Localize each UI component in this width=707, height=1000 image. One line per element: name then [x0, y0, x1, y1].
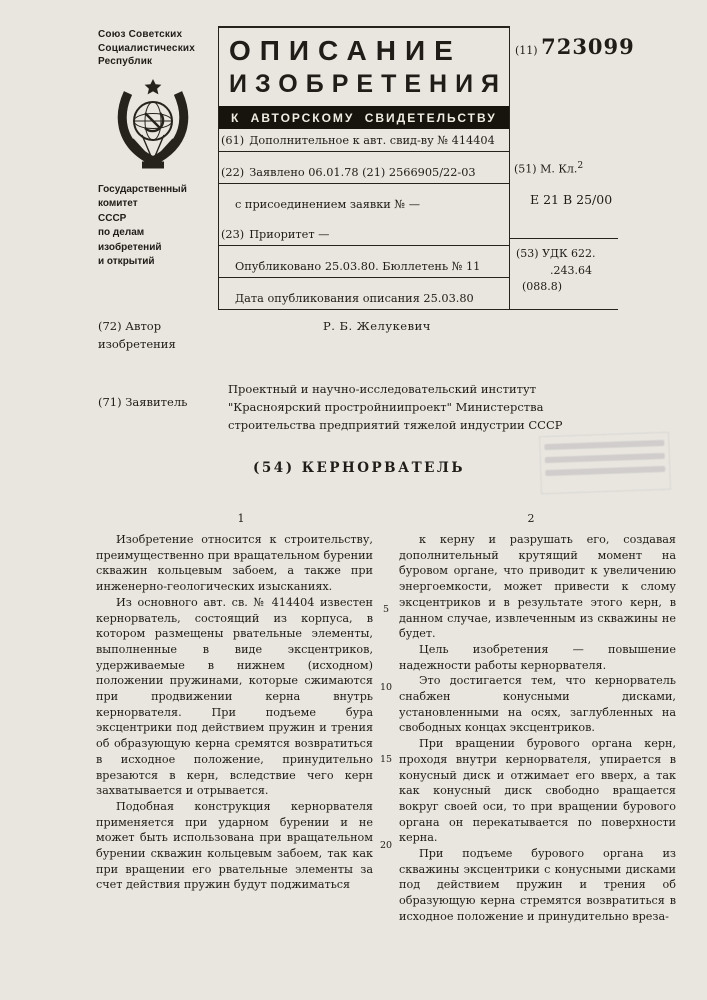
paragraph: Это достигается тем, что кернорватель снабжен конусными дисками, установленными на осях, заглубленных на свободных концах эксцентриков. — [399, 674, 676, 735]
committee-line: СССР — [98, 212, 127, 224]
applicant-line: "Красноярский простройниипроект" Министерства — [228, 400, 544, 415]
field-text: Заявлено 06.01.78 (21) 2566905/22-03 — [249, 165, 476, 179]
bibliographic-fields — [219, 129, 509, 309]
applicant-line: Проектный и научно-исследовательский институт — [228, 381, 537, 396]
field-code: (61) — [221, 134, 245, 147]
paragraph: Подобная конструкция кернорвателя применяется при ударном бурении и не может быть использована при вращательном бурении скважин кольцевым забоем, так как при вращении его рвательные элементы за счет действия пружин будут поджиматься — [96, 799, 373, 892]
document-header — [98, 26, 635, 310]
line-marker-20: 20 — [379, 840, 393, 851]
column-2-number: 2 — [527, 512, 535, 525]
column-2 — [399, 532, 676, 925]
committee-line: и открытий — [98, 256, 155, 267]
invention-title: (54) КЕРНОРВАТЕЛЬ — [253, 460, 465, 476]
title-word-opisanie: ОПИСАНИЕ — [229, 35, 462, 66]
committee-line: по делам изобретений — [98, 227, 162, 253]
field-row-description-date — [219, 287, 509, 309]
union-name-line: Социалистических — [98, 42, 196, 54]
udk-value-line: .243.64 — [550, 263, 592, 277]
ussr-coat-of-arms-icon — [111, 77, 195, 173]
union-name-line: Союз Советских — [98, 29, 183, 40]
committee-name — [98, 183, 208, 270]
classification-divider — [510, 238, 618, 239]
applicant-line: строительства предприятий тяжелой индустрии СССР — [228, 418, 563, 433]
field-row-23 — [219, 223, 509, 246]
publication-number-code: (11) — [515, 44, 538, 57]
author-name: Р. Б. Желукевич — [323, 319, 431, 333]
bibliographic-block — [218, 26, 510, 310]
certificate-subtitle-band: К АВТОРСКОМУ СВИДЕТЕЛЬСТВУ — [219, 106, 509, 129]
field-code: (23) — [221, 228, 245, 242]
field-row-attachment — [219, 193, 509, 215]
field-text: Опубликовано 25.03.80. Бюллетень № 11 — [235, 260, 481, 274]
paragraph: При вращении бурового органа керн, проходя внутри кернорвателя, упирается в конусный диск и отжимает его вверх, а так как конусный диск свободно вращается вокруг своей оси, то при вращении бурового органа он перекатывается по поверхности керна. — [399, 737, 676, 845]
udk-block — [516, 246, 595, 296]
field-text: Приоритет — — [249, 228, 330, 242]
udk-value-line: 622. — [570, 247, 596, 260]
union-name-line: Республик — [98, 56, 153, 67]
ipc-class-value: Е 21 В 25/00 — [530, 192, 613, 207]
field-row-22 — [219, 161, 509, 184]
column-1-number: 1 — [237, 512, 245, 525]
publication-number-value: 723099 — [541, 34, 635, 59]
issuing-authority-block — [98, 26, 218, 310]
line-marker-15: 15 — [379, 754, 393, 765]
field-text: Дополнительное к авт. свид-ву № 414404 — [249, 134, 495, 147]
committee-line: Государственный комитет — [98, 183, 187, 209]
paragraph: Цель изобретения — повышение надежности работы кернорвателя. — [399, 642, 676, 672]
field-code: (22) — [221, 165, 245, 179]
field-text: Дата опубликования описания 25.03.80 — [235, 291, 474, 305]
udk-value-line: (088.8) — [522, 280, 563, 293]
line-marker-10: 10 — [379, 682, 393, 693]
publication-number — [515, 34, 635, 59]
column-1 — [96, 532, 373, 925]
ipc-label-sup: 2 — [577, 160, 584, 171]
stamp-smudge-line — [544, 440, 664, 450]
byline-section — [98, 318, 620, 435]
line-marker-5: 5 — [382, 604, 390, 615]
author-label-line: (72) Автор — [98, 319, 162, 333]
stamp-smudge-line — [545, 453, 665, 463]
field-text: с присоединением заявки № — — [235, 197, 420, 211]
author-label-line: изобретения — [98, 336, 176, 351]
title-word-izobreteniya: ИЗОБРЕТЕНИЯ — [229, 70, 508, 98]
ipc-label-text: (51) М. Кл. — [514, 162, 578, 176]
field-row-61 — [219, 129, 509, 152]
applicant-row — [98, 380, 620, 435]
applicant-label: (71) Заявитель — [98, 394, 188, 409]
applicant-name — [228, 380, 563, 435]
classification-block — [510, 26, 635, 310]
union-name — [98, 28, 208, 69]
ipc-class-label — [514, 160, 583, 176]
author-row — [98, 318, 620, 354]
paragraph: Из основного авт. св. № 414404 известен кернорватель, состоящий из корпуса, в котором размещены рвательные элементы, выполненные в виде эксцентриков, удерживаемые в нижнем (исходном) положении пружинами, которые сжимаются при продвижении керна внутрь кернорвателя. При подъеме бура эксцентрики под действием пружин и трения об образующую керна сремятся возвратиться в исходное положение, принудительно врезаются в керн, вследствие чего керн захватывается и отрывается. — [96, 595, 373, 798]
two-column-text — [96, 532, 676, 925]
paragraph: При подъеме бурового органа из скважины эксцентрики с конусными дисками под действием пружин и трения об образующую керна стремятся возвратиться в исходное положение и принудительно вреза- — [399, 847, 676, 923]
author-label — [98, 318, 220, 354]
paragraph: к керну и разрушать его, создавая дополнительный крутящий момент на буровом органе, что приводит к увеличению энергоемкости, может привести к слому эксцентриков и в результате этого керн, в данном случае, извлеченным из скважины не будет. — [399, 533, 676, 641]
column-headers — [96, 512, 676, 525]
document-title — [219, 28, 509, 99]
field-row-published — [219, 255, 509, 278]
stamp-smudge-line — [545, 466, 665, 476]
stamp — [539, 432, 671, 495]
description-body — [96, 512, 676, 925]
paragraph: Изобретение относится к строительству, преимущественно при вращательном бурении скважин кольцевым забоем, а также при инженерно-геологических изысканиях. — [96, 533, 373, 594]
udk-label: (53) УДК — [516, 247, 568, 260]
